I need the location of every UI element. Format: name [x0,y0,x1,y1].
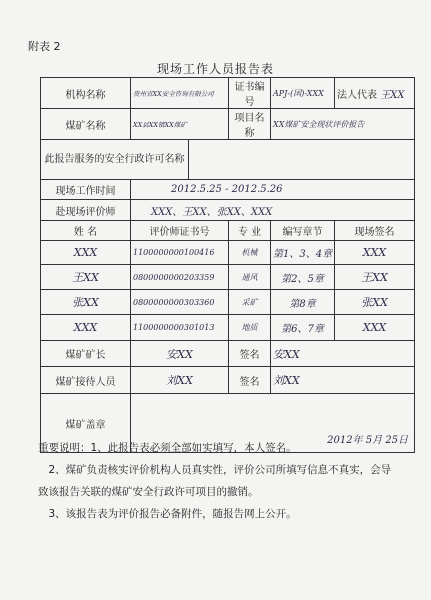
report-form-table [40,77,415,453]
org-name-value: 贵州省XX安全咨询有限公司 [131,78,229,109]
evaluator-major: 地质 [229,315,271,341]
evaluator-chapters: 第8章 [271,290,335,315]
form-title: 现场工作人员报告表 [156,62,274,76]
note-item: 重要说明：1、此报告表必须全部如实填写，本人签名。 [38,442,297,454]
evaluator-cert: 0800000000203359 [131,265,229,290]
license-name-value [189,140,415,180]
attachment-label: 附表 2 [28,40,61,53]
col-major-header: 专 业 [229,221,271,241]
legal-rep-label: 法人代表 [337,89,378,101]
evaluator-name: XXX [41,315,131,341]
col-chapters-header: 编写章节 [271,221,335,241]
evaluator-major: 采矿 [229,290,271,315]
mine-name-label: 煤矿名称 [41,109,131,140]
mine-receiver-sign: 刘XX [271,367,415,394]
notes-section [38,437,398,525]
org-name-label: 机构名称 [41,78,131,109]
evaluator-major: 机械 [229,241,271,265]
note-item: 2、煤矿负责核实评价机构人员真实性，评价公司所填写信息不真实，会导致该报告关联的煤矿安全行政许可项目的撤销。 [38,464,392,498]
mine-chief-sign-label: 签名 [229,341,271,367]
mine-receiver-label: 煤矿接待人员 [41,367,131,394]
seal-date: 2012年 5月 25日 [327,435,409,446]
evaluator-row [41,290,415,315]
mine-seal-label: 煤矿盖章 [41,394,131,453]
note-item: 3、该报告表为评价报告必备附件，随报告网上公开。 [48,508,297,520]
cert-no-value: APJ-(国)-XXX [271,78,335,109]
evaluator-row [41,315,415,341]
evaluator-sign: 王XX [335,265,415,290]
evaluator-sign: 张XX [335,290,415,315]
evaluator-row [41,241,415,265]
legal-rep-value: 王XX [380,89,405,101]
evaluator-sign: XXX [335,315,415,341]
evaluator-name: 张XX [41,290,131,315]
evaluator-major: 通风 [229,265,271,290]
mine-chief-name: 安XX [131,341,229,367]
evaluator-sign: XXX [335,241,415,265]
evaluator-chapters: 第2、5章 [271,265,335,290]
legal-rep-cell [335,78,415,109]
project-name-value: XX煤矿安全现状评价报告 [271,109,415,140]
license-name-label: 此报告服务的安全行政许可名称 [41,140,189,180]
mine-chief-sign: 安XX [271,341,415,367]
mine-chief-label: 煤矿矿长 [41,341,131,367]
field-time-label: 现场工作时间 [41,180,131,200]
mine-receiver-name: 刘XX [131,367,229,394]
evaluator-row [41,265,415,290]
evaluator-name: XXX [41,241,131,265]
evaluator-name: 王XX [41,265,131,290]
evaluator-cert: 1100000000301013 [131,315,229,341]
col-cert-header: 评价师证书号 [131,221,229,241]
field-evaluators-label: 赴现场评价师 [41,200,131,221]
evaluator-cert: 1100000000100416 [131,241,229,265]
evaluator-cert: 0800000000303360 [131,290,229,315]
mine-receiver-sign-label: 签名 [229,367,271,394]
col-sign-header: 现场签名 [335,221,415,241]
mine-name-value: XX县XX镇XX煤矿 [131,109,229,140]
field-time-value: 2012.5.25 - 2012.5.26 [131,180,415,200]
field-evaluators-value: XXX、王XX、张XX、XXX [131,200,415,221]
evaluator-chapters: 第6、7章 [271,315,335,341]
cert-no-label: 证书编号 [229,78,271,109]
project-name-label: 项目名称 [229,109,271,140]
evaluator-chapters: 第1、3、4章 [271,241,335,265]
col-name-header: 姓 名 [41,221,131,241]
